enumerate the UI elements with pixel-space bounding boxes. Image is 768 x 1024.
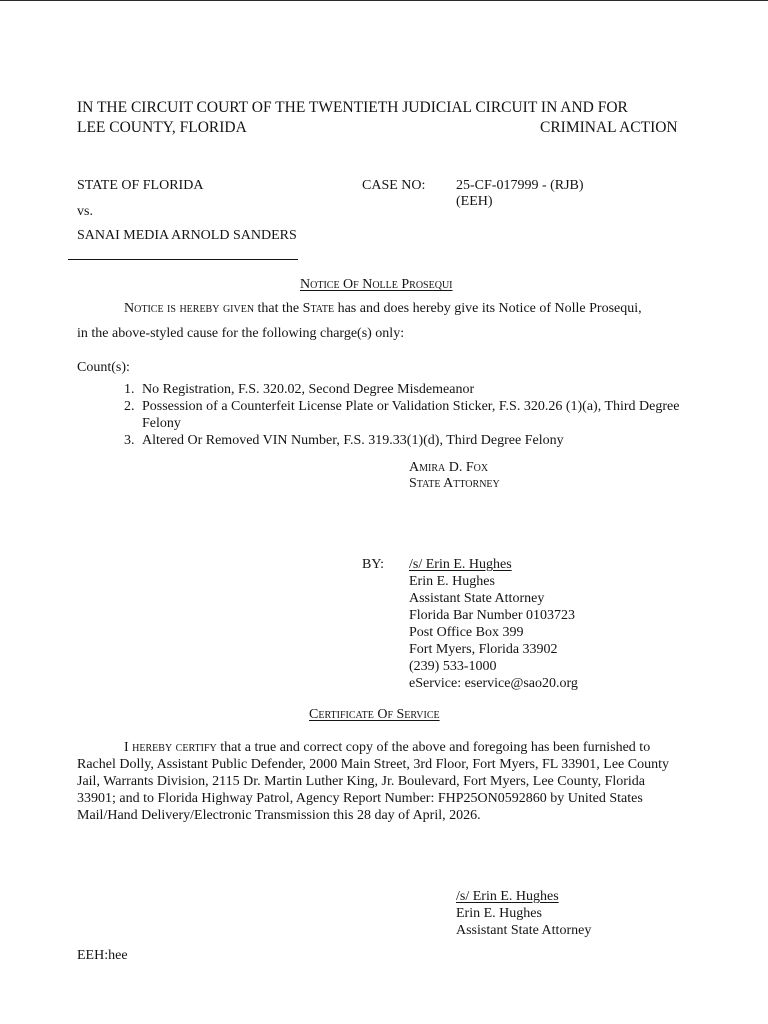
notice-lead-text-b: has and does hereby give its Notice of Nolle Prosequi, <box>334 301 642 316</box>
certificate-lead-i: I <box>124 740 133 755</box>
count-text: Possession of a Counterfeit License Plate or Validation Sticker, F.S. 320.26 (1)(a), Third Degree Felony <box>142 399 680 431</box>
count-number: 1. <box>124 382 135 397</box>
count-text: Altered Or Removed VIN Number, F.S. 319.33(1)(d), Third Degree Felony <box>142 433 564 448</box>
caption-defendant: SANAI MEDIA ARNOLD SANDERS <box>77 228 297 243</box>
closing-signer-title: Assistant State Attorney <box>456 923 592 938</box>
certificate-line4: 33901; and to Florida Highway Patrol, Agency Report Number: FHP25ON0592860 by United States <box>77 791 643 806</box>
caption-divider <box>68 259 298 260</box>
closing-signer-name: Erin E. Hughes <box>456 906 542 921</box>
phone-number: (239) 533-1000 <box>409 659 497 674</box>
certificate-line3: Jail, Warrants Division, 2115 Dr. Martin Luther King, Jr. Boulevard, Fort Myers, Lee County, Florida <box>77 774 646 789</box>
signer-name: Erin E. Hughes <box>409 574 495 589</box>
signature-block <box>409 556 578 692</box>
eservice-email: eService: eservice@sao20.org <box>409 676 578 691</box>
certificate-lead-text: that a true and correct copy of the above and foregoing has been furnished to <box>216 740 651 755</box>
state-attorney-title: State Attorney <box>409 476 500 491</box>
certificate-lead-small-caps: hereby certify <box>132 740 217 755</box>
case-number-initials: (EEH) <box>456 194 493 209</box>
caption-vs: vs. <box>77 204 93 219</box>
city-state-zip: Fort Myers, Florida 33902 <box>409 642 558 657</box>
certificate-line1 <box>124 739 650 756</box>
notice-paragraph-line1 <box>124 300 642 317</box>
closing-signature-block <box>456 888 591 939</box>
count-text: No Registration, F.S. 320.02, Second Degree Misdemeanor <box>142 382 475 397</box>
count-number: 2. <box>124 399 135 414</box>
state-attorney-name: Amira D. Fox <box>409 460 489 475</box>
page-top-border <box>0 0 768 1</box>
typist-initials: EEH:hee <box>77 948 128 963</box>
notice-lead-small-caps: Notice is hereby given <box>124 301 255 316</box>
closing-electronic-signature: /s/ Erin E. Hughes <box>456 889 559 904</box>
count-number: 3. <box>124 433 135 448</box>
count-item <box>124 432 704 449</box>
caption-plaintiff: STATE OF FLORIDA <box>77 178 204 193</box>
count-item <box>124 398 704 432</box>
notice-paragraph-line2: in the above-styled cause for the following charge(s) only: <box>77 326 405 341</box>
certificate-line2: Rachel Dolly, Assistant Public Defender, 2000 Main Street, 3rd Floor, Fort Myers, FL 33901, Lee County <box>77 757 669 772</box>
notice-lead-state: State <box>302 301 335 316</box>
po-box: Post Office Box 399 <box>409 625 524 640</box>
counts-label: Count(s): <box>77 360 130 375</box>
counts-list <box>124 381 704 449</box>
signer-title: Assistant State Attorney <box>409 591 545 606</box>
by-label: BY: <box>362 557 385 572</box>
case-number-label: CASE NO: <box>362 178 426 193</box>
notice-lead-text-a: that the <box>254 301 303 316</box>
court-heading-line1: IN THE CIRCUIT COURT OF THE TWENTIETH JUDICIAL CIRCUIT IN AND FOR <box>77 99 628 116</box>
count-item <box>124 381 704 398</box>
electronic-signature: /s/ Erin E. Hughes <box>409 557 512 572</box>
certificate-line5: Mail/Hand Delivery/Electronic Transmission this 28 day of April, 2026. <box>77 808 481 823</box>
court-heading-action: CRIMINAL ACTION <box>540 119 678 136</box>
notice-title: Notice Of Nolle Prosequi <box>300 277 453 292</box>
bar-number: Florida Bar Number 0103723 <box>409 608 576 623</box>
certificate-title: Certificate Of Service <box>309 707 440 722</box>
court-heading-county: LEE COUNTY, FLORIDA <box>77 119 247 136</box>
case-number: 25-CF-017999 - (RJB) <box>456 178 584 193</box>
